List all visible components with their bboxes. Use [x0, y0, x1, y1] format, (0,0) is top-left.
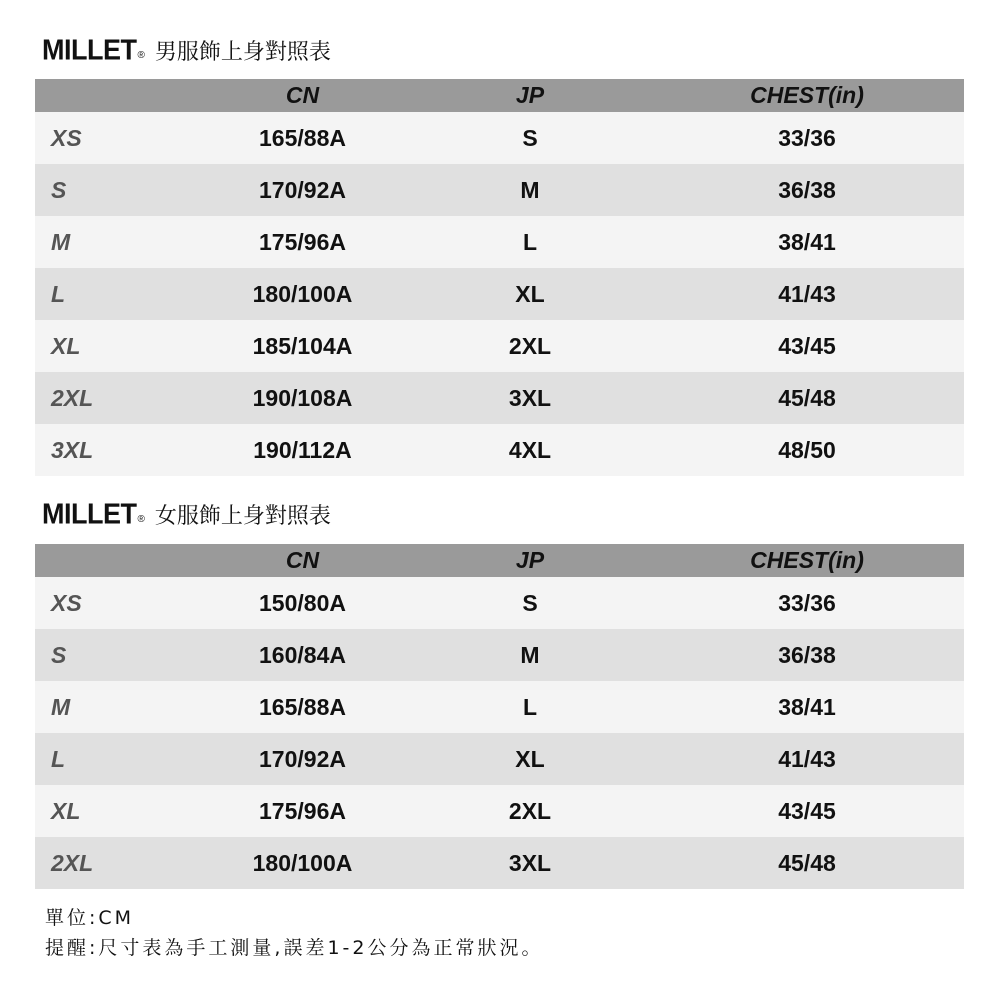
header-size: [35, 79, 195, 112]
size-cell: 2XL: [35, 372, 195, 424]
unit-note: 單位:CM: [45, 907, 135, 929]
size-cell: L: [35, 733, 195, 785]
jp-cell: L: [410, 681, 650, 733]
men-size-table: [35, 79, 964, 476]
header-jp: JP: [410, 79, 650, 112]
registered-mark: ®: [137, 514, 145, 525]
jp-cell: 2XL: [410, 320, 650, 372]
size-cell: 3XL: [35, 424, 195, 476]
table-header-row: [35, 79, 964, 112]
table-row: [35, 372, 964, 424]
cn-cell: 185/104A: [195, 320, 410, 372]
cn-cell: 180/100A: [195, 268, 410, 320]
jp-cell: XL: [410, 268, 650, 320]
jp-cell: M: [410, 164, 650, 216]
chest-cell: 41/43: [650, 268, 964, 320]
cn-cell: 160/84A: [195, 629, 410, 681]
chest-cell: 38/41: [650, 681, 964, 733]
jp-cell: S: [410, 112, 650, 164]
table-row: [35, 320, 964, 372]
chest-cell: 43/45: [650, 785, 964, 837]
men-section-title: [42, 33, 331, 67]
size-cell: S: [35, 629, 195, 681]
jp-cell: 2XL: [410, 785, 650, 837]
table-row: [35, 112, 964, 164]
size-cell: S: [35, 164, 195, 216]
jp-cell: 3XL: [410, 837, 650, 889]
cn-cell: 170/92A: [195, 164, 410, 216]
table-row: [35, 681, 964, 733]
cn-cell: 175/96A: [195, 216, 410, 268]
table-row: [35, 268, 964, 320]
jp-cell: M: [410, 629, 650, 681]
chest-cell: 36/38: [650, 164, 964, 216]
header-chest: CHEST(in): [650, 544, 964, 577]
table-row: [35, 629, 964, 681]
size-cell: XS: [35, 577, 195, 629]
chest-cell: 38/41: [650, 216, 964, 268]
size-cell: M: [35, 681, 195, 733]
cn-cell: 190/108A: [195, 372, 410, 424]
chest-cell: 41/43: [650, 733, 964, 785]
size-cell: XS: [35, 112, 195, 164]
table-row: [35, 424, 964, 476]
notes: [45, 903, 543, 963]
cn-cell: 150/80A: [195, 577, 410, 629]
women-section-title: [42, 497, 331, 531]
cn-cell: 190/112A: [195, 424, 410, 476]
cn-cell: 165/88A: [195, 681, 410, 733]
header-cn: CN: [195, 544, 410, 577]
table-row: [35, 733, 964, 785]
millet-logo: MILLET: [42, 33, 137, 66]
header-size: [35, 544, 195, 577]
jp-cell: 3XL: [410, 372, 650, 424]
men-title: 男服飾上身對照表: [154, 39, 331, 65]
women-size-table: [35, 544, 964, 889]
size-cell: M: [35, 216, 195, 268]
table-header-row: [35, 544, 964, 577]
jp-cell: 4XL: [410, 424, 650, 476]
jp-cell: S: [410, 577, 650, 629]
size-cell: 2XL: [35, 837, 195, 889]
cn-cell: 175/96A: [195, 785, 410, 837]
reminder-note: 提醒:尺寸表為手工測量,誤差1-2公分為正常狀況。: [45, 937, 544, 959]
table-row: [35, 164, 964, 216]
cn-cell: 165/88A: [195, 112, 410, 164]
size-cell: XL: [35, 785, 195, 837]
table-row: [35, 577, 964, 629]
chest-cell: 33/36: [650, 112, 964, 164]
jp-cell: L: [410, 216, 650, 268]
chest-cell: 45/48: [650, 837, 964, 889]
header-chest: CHEST(in): [650, 79, 964, 112]
chest-cell: 36/38: [650, 629, 964, 681]
size-cell: L: [35, 268, 195, 320]
header-cn: CN: [195, 79, 410, 112]
cn-cell: 170/92A: [195, 733, 410, 785]
size-cell: XL: [35, 320, 195, 372]
registered-mark: ®: [137, 50, 145, 61]
header-jp: JP: [410, 544, 650, 577]
chest-cell: 33/36: [650, 577, 964, 629]
table-row: [35, 785, 964, 837]
jp-cell: XL: [410, 733, 650, 785]
cn-cell: 180/100A: [195, 837, 410, 889]
women-title: 女服飾上身對照表: [154, 503, 331, 529]
chest-cell: 43/45: [650, 320, 964, 372]
chest-cell: 45/48: [650, 372, 964, 424]
table-row: [35, 837, 964, 889]
table-row: [35, 216, 964, 268]
millet-logo: MILLET: [42, 497, 137, 530]
chest-cell: 48/50: [650, 424, 964, 476]
